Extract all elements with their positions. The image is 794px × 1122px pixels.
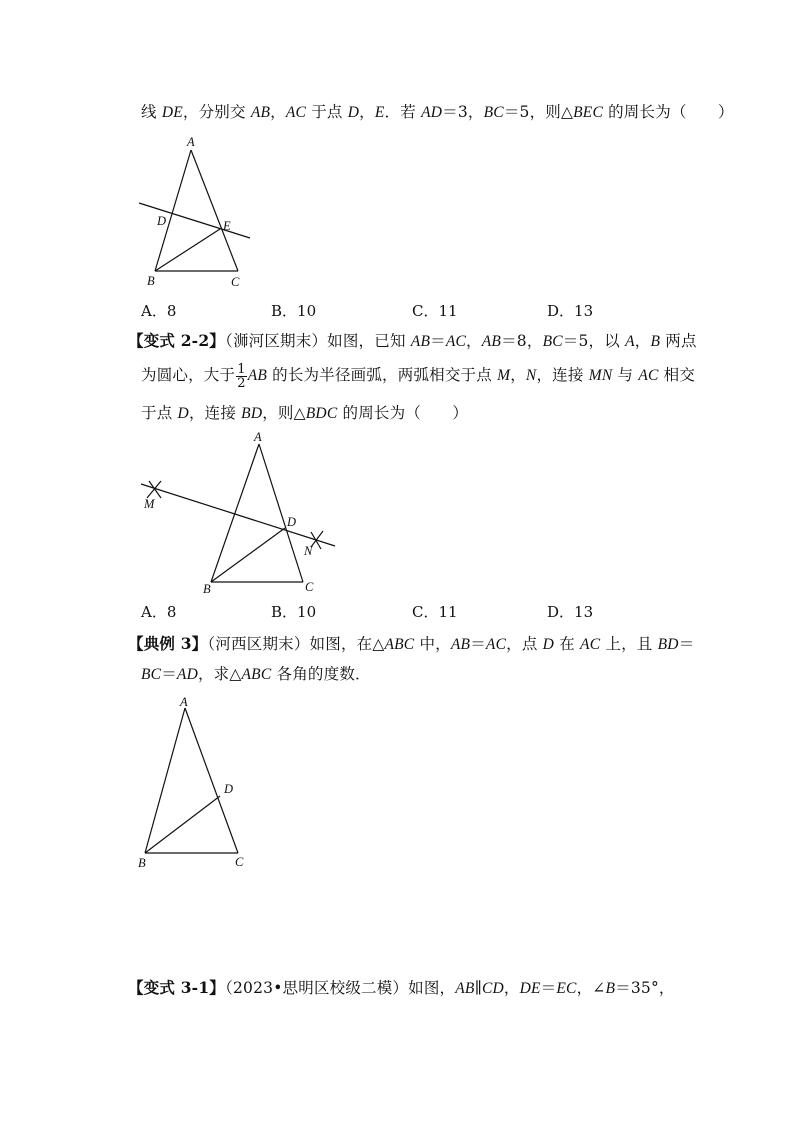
- q4-text-line-1: 【变式 3-1】（2023•思明区校级二模）如图，AB∥CD，DE＝EC，∠B＝35°，: [128, 978, 675, 997]
- q1-label-c: C: [231, 275, 240, 289]
- q1-segment-ab: [155, 150, 191, 271]
- q2-tag: 【变式 2-2】: [128, 331, 225, 350]
- q1-label-a: A: [187, 135, 195, 149]
- q2-arc-mark-n-1: [311, 531, 323, 547]
- q3-segment-bd: [145, 796, 220, 853]
- q1-option-a[interactable]: A．8: [141, 302, 177, 320]
- q3-segment-ab: [145, 708, 185, 853]
- q2-line-mn: [141, 484, 335, 546]
- q1-option-b[interactable]: B．10: [271, 302, 317, 320]
- q1-label-d: D: [157, 214, 167, 228]
- q3-segment-ac: [185, 708, 238, 853]
- q2-text-line-1: 【变式 2-2】（浉河区期末）如图，已知 AB＝AC，AB＝8，BC＝5，以 A，B 两点: [128, 331, 697, 350]
- q2-label-m: M: [144, 497, 155, 511]
- q2-fraction: $\frac{1}{2}$: [237, 361, 246, 391]
- q1-segment-be: [155, 229, 220, 271]
- q1-option-c[interactable]: C．11: [412, 302, 458, 320]
- q2-label-d: D: [287, 515, 297, 529]
- q3-label-a: A: [180, 695, 188, 709]
- q3-text-line-1: 【典例 3】（河西区期末）如图，在△ABC 中，AB＝AC，点 D 在 AC 上，且 BD＝: [128, 634, 695, 653]
- q2-text-line-2: 为圆心，大于 $\frac{1}{2}$ AB 的长为半径画弧，两弧相交于点 M，N，连接 MN 与 AC 相交: [141, 361, 696, 391]
- q3-tag: 【典例 3】: [128, 634, 208, 653]
- q1-line-de: [139, 203, 250, 238]
- q3-label-d: D: [224, 782, 234, 796]
- q2-options: [141, 601, 741, 621]
- q3-label-c: C: [235, 855, 244, 869]
- q2-option-a[interactable]: A．8: [141, 603, 177, 621]
- q4-tag: 【变式 3-1】: [128, 978, 225, 997]
- q2-text-line-3: 于点 D，连接 BD，则△BDC 的周长为（ ）: [141, 404, 469, 422]
- q1-option-d[interactable]: D．13: [547, 302, 594, 320]
- q2-option-b[interactable]: B．10: [271, 603, 317, 621]
- q2-label-a: A: [254, 430, 262, 444]
- q2-option-d[interactable]: D．13: [547, 603, 594, 621]
- q3-label-b: B: [138, 856, 146, 870]
- q2-arc-mark-m-2: [149, 481, 161, 498]
- q1-label-e: E: [223, 219, 231, 233]
- q2-arc-mark-m-1: [147, 481, 161, 498]
- q2-segment-bd: [211, 528, 285, 582]
- q1-segment-ac: [191, 150, 238, 271]
- q1-text-line: 线 DE，分别交 AB，AC 于点 D，E．若 AD＝3，BC＝5，则△BEC 的周长为（ ）: [141, 103, 734, 121]
- q3-text-line-2: BC＝AD，求△ABC 各角的度数．: [141, 665, 371, 683]
- q2-label-n: N: [304, 544, 313, 558]
- q2-segment-ab: [211, 444, 259, 582]
- q2-option-c[interactable]: C．11: [412, 603, 458, 621]
- q1-label-b: B: [147, 274, 155, 288]
- q1-options: [141, 300, 741, 320]
- q2-arc-mark-n-2: [311, 532, 321, 549]
- q2-label-b: B: [203, 582, 211, 596]
- q2-segment-ac: [259, 444, 303, 582]
- q2-label-c: C: [305, 580, 314, 594]
